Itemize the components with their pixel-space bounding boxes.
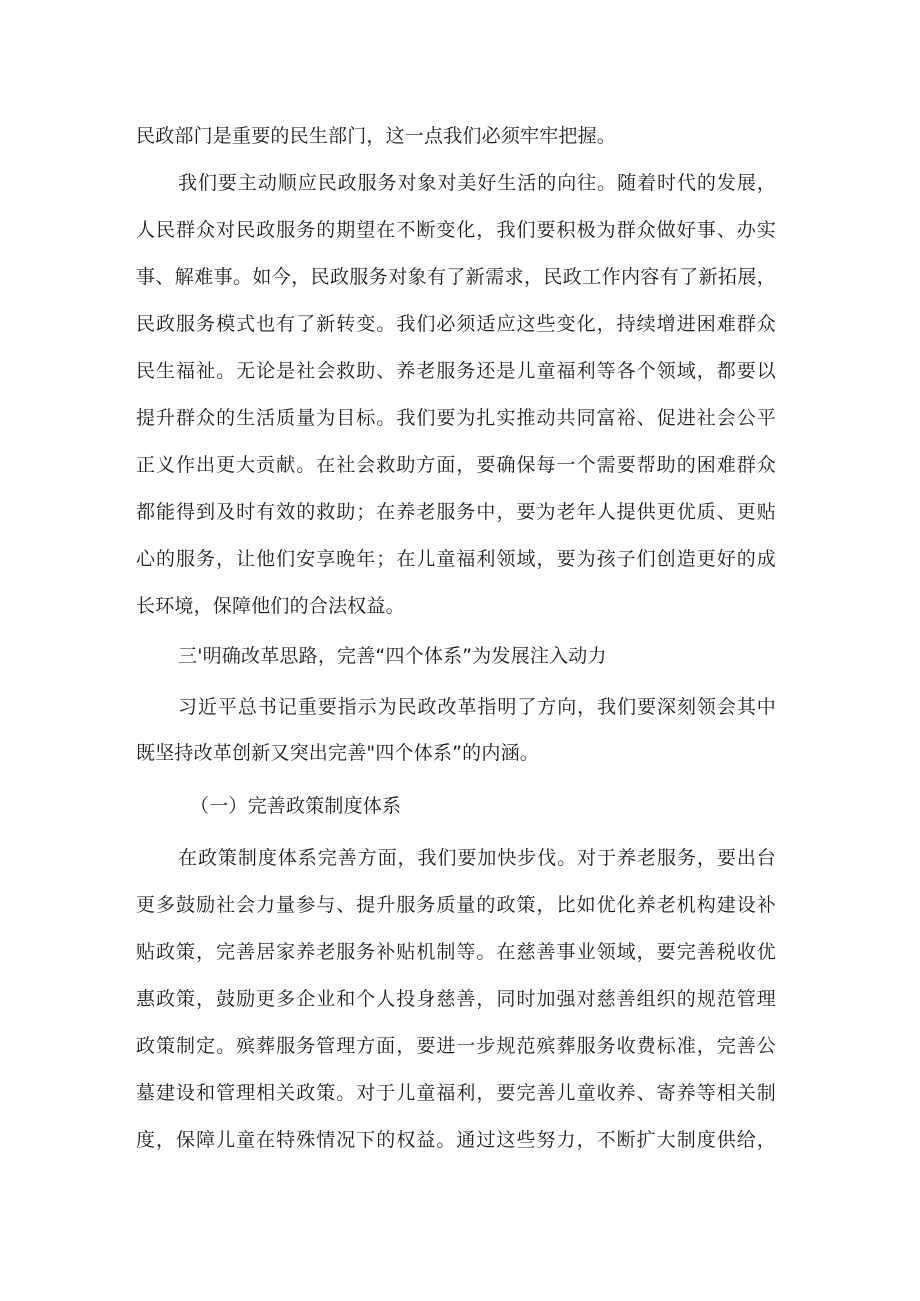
paragraph-line: 心的服务，让他们安享晚年；在儿童福利领域，要为孩子们创造更好的成 [136, 548, 776, 570]
paragraph-line: 长环境，保障他们的合法权益。 [136, 595, 405, 617]
paragraph-line: 政策制定。殡葬服务管理方面，要进一步规范殡葬服务收费标准，完善公 [136, 1035, 776, 1057]
paragraph-line: 民政服务模式也有了新转变。我们必须适应这些变化，持续增进困难群众 [136, 313, 776, 335]
paragraph-line: 习近平总书记重要指示为民政改革指明了方向，我们要深刻领会其中 [178, 696, 776, 718]
paragraph-line: 人民群众对民政服务的期望在不断变化，我们要积极为群众做好事、办实 [136, 219, 776, 241]
paragraph-line: 墓建设和管理相关政策。对于儿童福利，要完善儿童收养、寄养等相关制 [136, 1082, 776, 1104]
paragraph-line: 都能得到及时有效的救助；在养老服务中，要为老年人提供更优质、更贴 [136, 501, 776, 523]
paragraph-line: 提升群众的生活质量为目标。我们要为扎实推动共同富裕、促进社会公平 [136, 407, 776, 429]
paragraph-line: 贴政策，完善居家养老服务补贴机制等。在慈善事业领域，要完善税收优 [136, 941, 776, 963]
paragraph-line: 惠政策，鼓励更多企业和个人投身慈善，同时加强对慈善组织的规范管理 [136, 988, 776, 1010]
paragraph-line: 民政部门是重要的民生部门，这一点我们必须牢牢把握。 [136, 125, 617, 147]
paragraph-line: 正义作出更大贡献。在社会救助方面，要确保每一个需要帮助的困难群众 [136, 454, 776, 476]
paragraph-line: 既坚持改革创新又突出完善"四个体系”的内涵。 [136, 742, 539, 764]
subsection-heading: （一）完善政策制度体系 [190, 795, 402, 817]
paragraph-line: 更多鼓励社会力量参与、提升服务质量的政策，比如优化养老机构建设补 [136, 894, 776, 916]
paragraph-line: 民生福祉。无论是社会救助、养老服务还是儿童福利等各个领域，都要以 [136, 360, 776, 382]
paragraph-line: 在政策制度体系完善方面，我们要加快步伐。对于养老服务，要出台 [178, 847, 776, 869]
paragraph-line: 事、解难事。如今，民政服务对象有了新需求，民政工作内容有了新拓展， [136, 266, 776, 288]
paragraph-line: 我们要主动顺应民政服务对象对美好生活的向往。随着时代的发展， [178, 172, 776, 194]
paragraph-line: 度，保障儿童在特殊情况下的权益。通过这些努力，不断扩大制度供给， [136, 1129, 776, 1151]
section-heading: 三'明确改革思路，完善“四个体系”为发展注入动力 [178, 645, 607, 667]
